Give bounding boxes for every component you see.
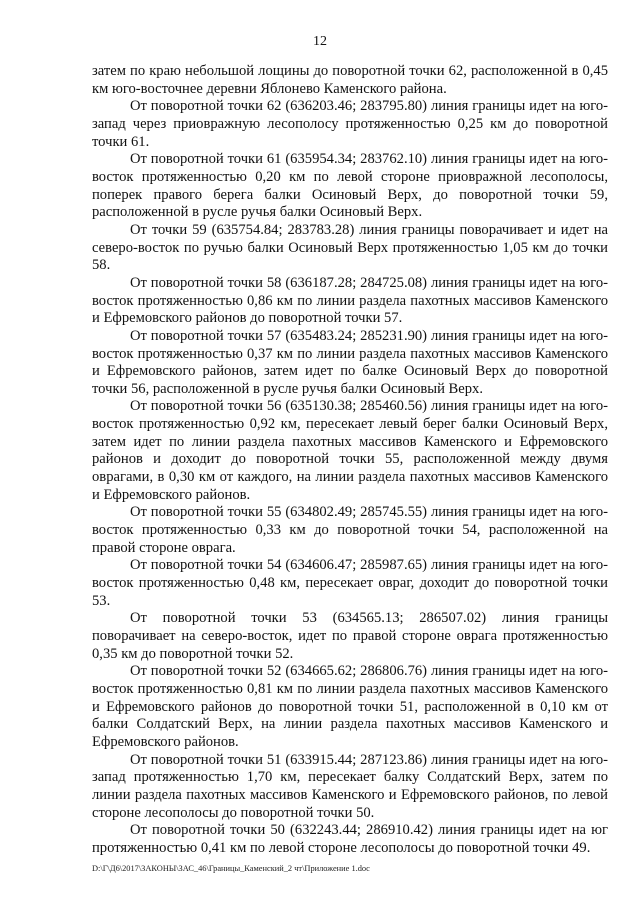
paragraph-6: От поворотной точки 57 (635483.24; 285231.90) линия границы идет на юго-восток протяженностью 0,37 км по линии раздела пахотных массивов Каменского и Ефремовского районов, затем идет по балке Осиновый Верх до поворотной точки 56, расположенной в русле ручья балки Осиновый Верх. bbox=[92, 327, 608, 397]
paragraph-4: От точки 59 (635754.84; 283783.28) линия границы поворачивает и идет на северо-восток по ручью балки Осиновый Верх протяженностью 1,05 км до точки 58. bbox=[92, 221, 608, 274]
paragraph-3: От поворотной точки 61 (635954.34; 283762.10) линия границы идет на юго-восток протяженностью 0,20 км по левой стороне приовражной лесополосы, поперек правого берега балки Осиновый Верх, до поворотной точки 59, расположенной в русле ручья балки Осиновый Верх. bbox=[92, 151, 608, 221]
paragraph-13: От поворотной точки 50 (632243.44; 286910.42) линия границы идет на юг протяженностью 0,41 км по левой стороне лесополосы до поворотной точки 49. bbox=[92, 822, 608, 856]
paragraph-10: От поворотной точки 53 (634565.13; 286507.02) линия границы поворачивает на северо-восток, идет по правой стороне оврага протяженностью 0,35 км до поворотной точки 52. bbox=[92, 610, 608, 662]
paragraph-2: От поворотной точки 62 (636203.46; 283795.80) линия границы идет на юго-запад через приовражную лесополосу протяженностью 0,25 км до поворотной точки 61. bbox=[92, 98, 608, 150]
page-number: 12 bbox=[313, 34, 327, 49]
document-body bbox=[92, 63, 608, 858]
paragraph-11: От поворотной точки 52 (634665.62; 286806.76) линия границы идет на юго-восток протяженностью 0,81 км по линии раздела пахотных массивов Каменского и Ефремовского районов до поворотной точки 51, расположенной в 0,10 км от балки Солдатский Верх, на линии раздела пахотных массивов Каменского и Ефремовского районов. bbox=[92, 663, 608, 750]
paragraph-9: От поворотной точки 54 (634606.47; 285987.65) линия границы идет на юго-восток протяженностью 0,48 км, пересекает овраг, доходит до поворотной точки 53. bbox=[92, 557, 608, 609]
paragraph-1: затем по краю небольшой лощины до поворотной точки 62, расположенной в 0,45 км юго-восточнее деревни Яблонево Каменского района. bbox=[92, 63, 608, 97]
paragraph-8: От поворотной точки 55 (634802.49; 285745.55) линия границы идет на юго-восток протяженностью 0,33 км до поворотной точки 54, расположенной на правой стороне оврага. bbox=[92, 504, 608, 556]
paragraph-7: От поворотной точки 56 (635130.38; 285460.56) линия границы идет на юго-восток протяженностью 0,92 км, пересекает левый берег балки Осиновый Верх, затем идет по линии раздела пахотных массивов Каменского и Ефремовского районов и доходит до поворотной точки 55, расположенной между двумя оврагами, в 0,30 км от каждого, на линии раздела пахотных массивов Каменского и Ефремовского районов. bbox=[92, 398, 608, 503]
file-path-footer: D:\Г\Д6\2017\ЗАКОНЫ\ЗАС_46\Границы_Каменский_2 чт\Приложение 1.doc bbox=[92, 864, 370, 873]
paragraph-12: От поворотной точки 51 (633915.44; 287123.86) линия границы идет на юго-запад протяженностью 1,70 км, пересекает балку Солдатский Верх, затем по линии раздела пахотных массивов Каменского и Ефремовского районов, по левой стороне лесополосы до поворотной точки 50. bbox=[92, 751, 608, 821]
paragraph-5: От поворотной точки 58 (636187.28; 284725.08) линия границы идет на юго-восток протяженностью 0,86 км по линии раздела пахотных массивов Каменского и Ефремовского районов до поворотной точки 57. bbox=[92, 274, 608, 327]
